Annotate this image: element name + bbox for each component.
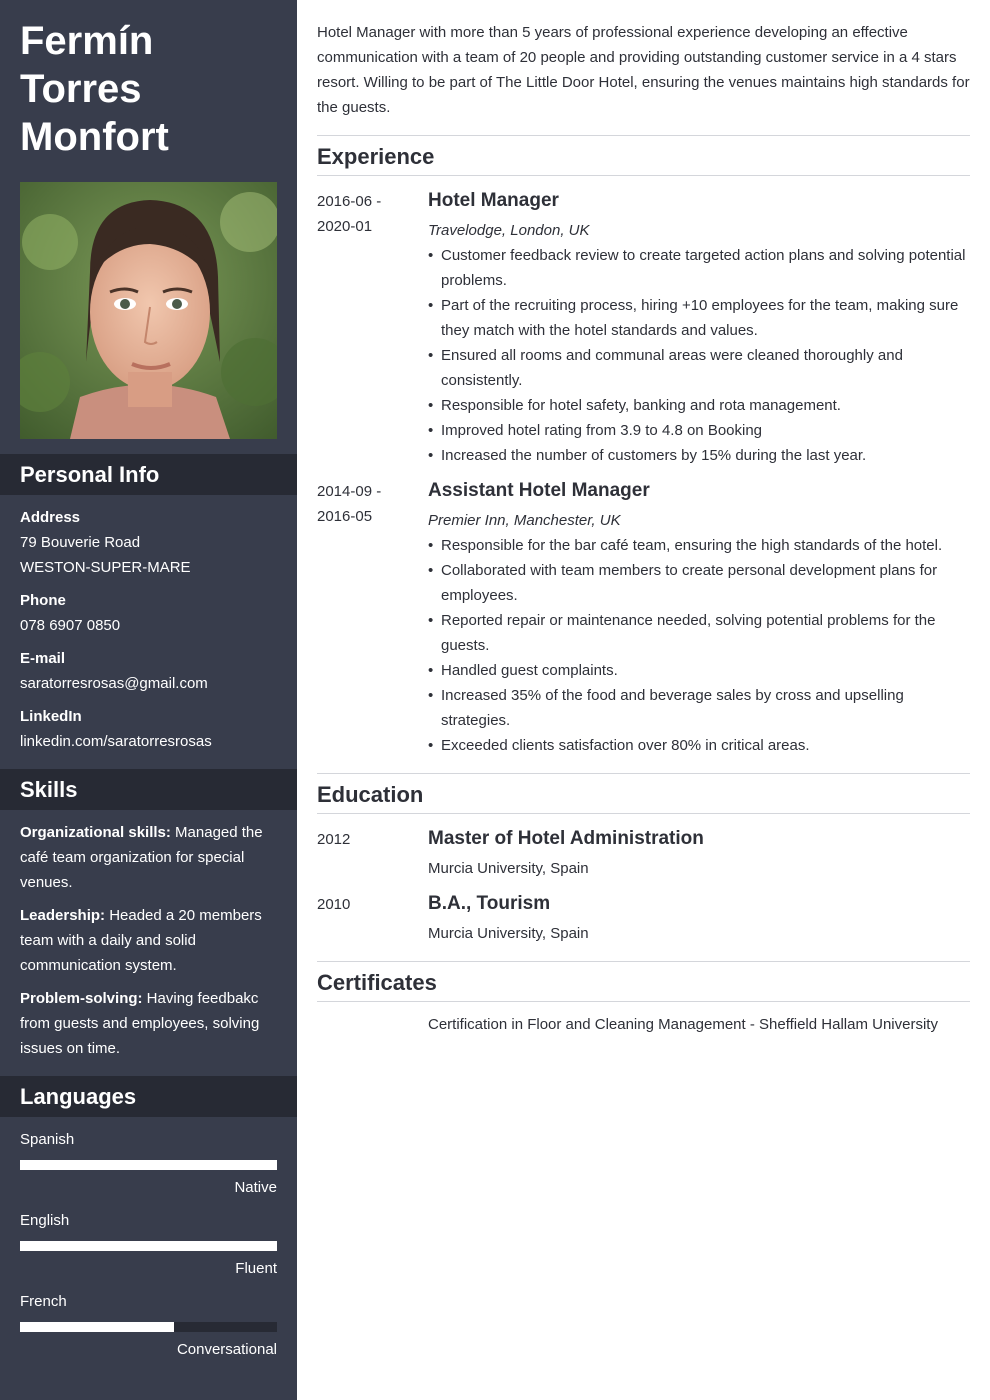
linkedin-label: LinkedIn bbox=[20, 708, 82, 725]
bullet-text: Increased 35% of the food and beverage sales by cross and upselling strategies. bbox=[441, 687, 904, 729]
education-heading: Education bbox=[317, 782, 424, 807]
list-item bbox=[428, 443, 973, 468]
bullet-text: Increased the number of customers by 15% during the last year. bbox=[441, 447, 867, 464]
name-last: Monfort bbox=[20, 115, 169, 159]
bullet-text: Improved hotel rating from 3.9 to 4.8 on Booking bbox=[441, 422, 763, 439]
section-divider bbox=[317, 175, 970, 176]
bullet-icon: • bbox=[428, 737, 434, 754]
job-date-start: 2016-06 - bbox=[317, 193, 382, 210]
section-divider bbox=[317, 773, 970, 774]
language-proficiency-fill bbox=[20, 1241, 277, 1251]
education-degree: Master of Hotel Administration bbox=[428, 828, 704, 849]
bullet-icon: • bbox=[428, 687, 434, 704]
skill-name: Problem-solving: bbox=[20, 990, 143, 1007]
bullet-icon: • bbox=[428, 537, 434, 554]
linkedin-value: linkedin.com/saratorresrosas bbox=[20, 733, 212, 750]
list-item bbox=[428, 533, 973, 558]
education-school: Murcia University, Spain bbox=[428, 860, 589, 877]
list-item bbox=[428, 733, 973, 758]
section-divider bbox=[317, 1001, 970, 1002]
job-title: Assistant Hotel Manager bbox=[428, 480, 650, 501]
profile-summary: Hotel Manager with more than 5 years of professional experience developing an effective communication with a team of 20 people and providing outstanding customer service in a 4 stars resort. Willing to be part of The Little Door Hotel, ensuring the venues maintains high standards for the guests. bbox=[317, 24, 970, 116]
phone-label: Phone bbox=[20, 592, 66, 609]
list-item bbox=[428, 393, 973, 418]
experience-heading: Experience bbox=[317, 144, 435, 169]
language-proficiency-bar bbox=[20, 1160, 277, 1170]
section-divider bbox=[317, 135, 970, 136]
bullet-text: Ensured all rooms and communal areas were cleaned thoroughly and consistently. bbox=[441, 347, 903, 389]
job-title: Hotel Manager bbox=[428, 190, 559, 211]
list-item bbox=[428, 683, 973, 733]
education-year: 2010 bbox=[317, 896, 351, 913]
bullet-text: Responsible for hotel safety, banking and rota management. bbox=[441, 397, 841, 414]
skill-item bbox=[20, 903, 277, 978]
skills-header bbox=[0, 769, 297, 810]
language-proficiency-fill bbox=[20, 1322, 174, 1332]
bullet-text: Exceeded clients satisfaction over 80% in critical areas. bbox=[441, 737, 810, 754]
list-item bbox=[428, 243, 973, 293]
language-name: English bbox=[20, 1212, 70, 1229]
phone-value: 078 6907 0850 bbox=[20, 617, 121, 634]
bullet-icon: • bbox=[428, 397, 434, 414]
bullet-text: Reported repair or maintenance needed, solving potential problems for the guests. bbox=[441, 612, 936, 654]
language-level: Native bbox=[234, 1179, 277, 1196]
education-degree: B.A., Tourism bbox=[428, 893, 551, 914]
skills-heading: Skills bbox=[20, 777, 78, 802]
bullet-icon: • bbox=[428, 562, 434, 579]
language-proficiency-bar bbox=[20, 1322, 277, 1332]
name-first: Fermín bbox=[20, 19, 154, 63]
address-line2: WESTON-SUPER-MARE bbox=[20, 559, 191, 576]
name-middle: Torres bbox=[20, 67, 142, 111]
skill-description: Managed the café team organization for special venues. bbox=[20, 824, 263, 891]
list-item bbox=[428, 343, 973, 393]
education-school: Murcia University, Spain bbox=[428, 925, 589, 942]
address-label: Address bbox=[20, 509, 81, 526]
personal-info-header bbox=[0, 454, 297, 495]
bullet-icon: • bbox=[428, 247, 434, 264]
language-level: Conversational bbox=[176, 1341, 277, 1358]
email-value: saratorresrosas@gmail.com bbox=[20, 675, 208, 692]
section-divider bbox=[317, 961, 970, 962]
email-label: E-mail bbox=[20, 650, 66, 667]
list-item bbox=[428, 418, 973, 443]
bullet-icon: • bbox=[428, 662, 434, 679]
bullet-text: Part of the recruiting process, hiring +10 employees for the team, making sure they match with the hotel standards and values. bbox=[441, 297, 959, 339]
list-item bbox=[428, 558, 973, 608]
language-name: Spanish bbox=[20, 1131, 75, 1148]
list-item bbox=[428, 658, 973, 683]
job-date-end: 2016-05 bbox=[317, 508, 373, 525]
languages-header bbox=[0, 1076, 297, 1117]
bullet-text: Handled guest complaints. bbox=[441, 662, 618, 679]
bullet-icon: • bbox=[428, 297, 434, 314]
skill-name: Leadership: bbox=[20, 907, 106, 924]
profile-photo bbox=[20, 182, 277, 439]
job-responsibilities bbox=[428, 533, 973, 758]
skill-item bbox=[20, 986, 277, 1061]
list-item bbox=[428, 608, 973, 658]
bullet-text: Customer feedback review to create targeted action plans and solving potential problems. bbox=[441, 247, 966, 289]
language-proficiency-bar bbox=[20, 1241, 277, 1251]
skill-description: Headed a 20 members team with a daily and solid communication system. bbox=[20, 907, 262, 974]
bullet-icon: • bbox=[428, 447, 434, 464]
personal-info-heading: Personal Info bbox=[20, 462, 160, 487]
skill-name: Organizational skills: bbox=[20, 824, 171, 841]
bullet-text: Collaborated with team members to create personal development plans for employees. bbox=[441, 562, 938, 604]
candidate-name bbox=[20, 17, 280, 161]
language-level: Fluent bbox=[235, 1260, 277, 1277]
language-name: French bbox=[20, 1293, 67, 1310]
list-item bbox=[428, 293, 973, 343]
certificates-heading: Certificates bbox=[317, 970, 437, 995]
job-company: Premier Inn, Manchester, UK bbox=[428, 512, 621, 529]
bullet-text: Responsible for the bar café team, ensuring the high standards of the hotel. bbox=[441, 537, 943, 554]
job-date-end: 2020-01 bbox=[317, 218, 373, 235]
education-year: 2012 bbox=[317, 831, 351, 848]
certificate-item: Certification in Floor and Cleaning Management - Sheffield Hallam University bbox=[428, 1016, 938, 1033]
job-date-start: 2014-09 - bbox=[317, 483, 382, 500]
sidebar bbox=[0, 0, 297, 1400]
job-company: Travelodge, London, UK bbox=[428, 222, 590, 239]
address-line1: 79 Bouverie Road bbox=[20, 534, 141, 551]
language-proficiency-fill bbox=[20, 1160, 277, 1170]
section-divider bbox=[317, 813, 970, 814]
skill-description: Having feedbakc from guests and employees, solving issues on time. bbox=[20, 990, 260, 1057]
skill-item bbox=[20, 820, 277, 895]
bullet-icon: • bbox=[428, 422, 434, 439]
bullet-icon: • bbox=[428, 347, 434, 364]
bullet-icon: • bbox=[428, 612, 434, 629]
languages-heading: Languages bbox=[20, 1084, 137, 1109]
job-responsibilities bbox=[428, 243, 973, 468]
